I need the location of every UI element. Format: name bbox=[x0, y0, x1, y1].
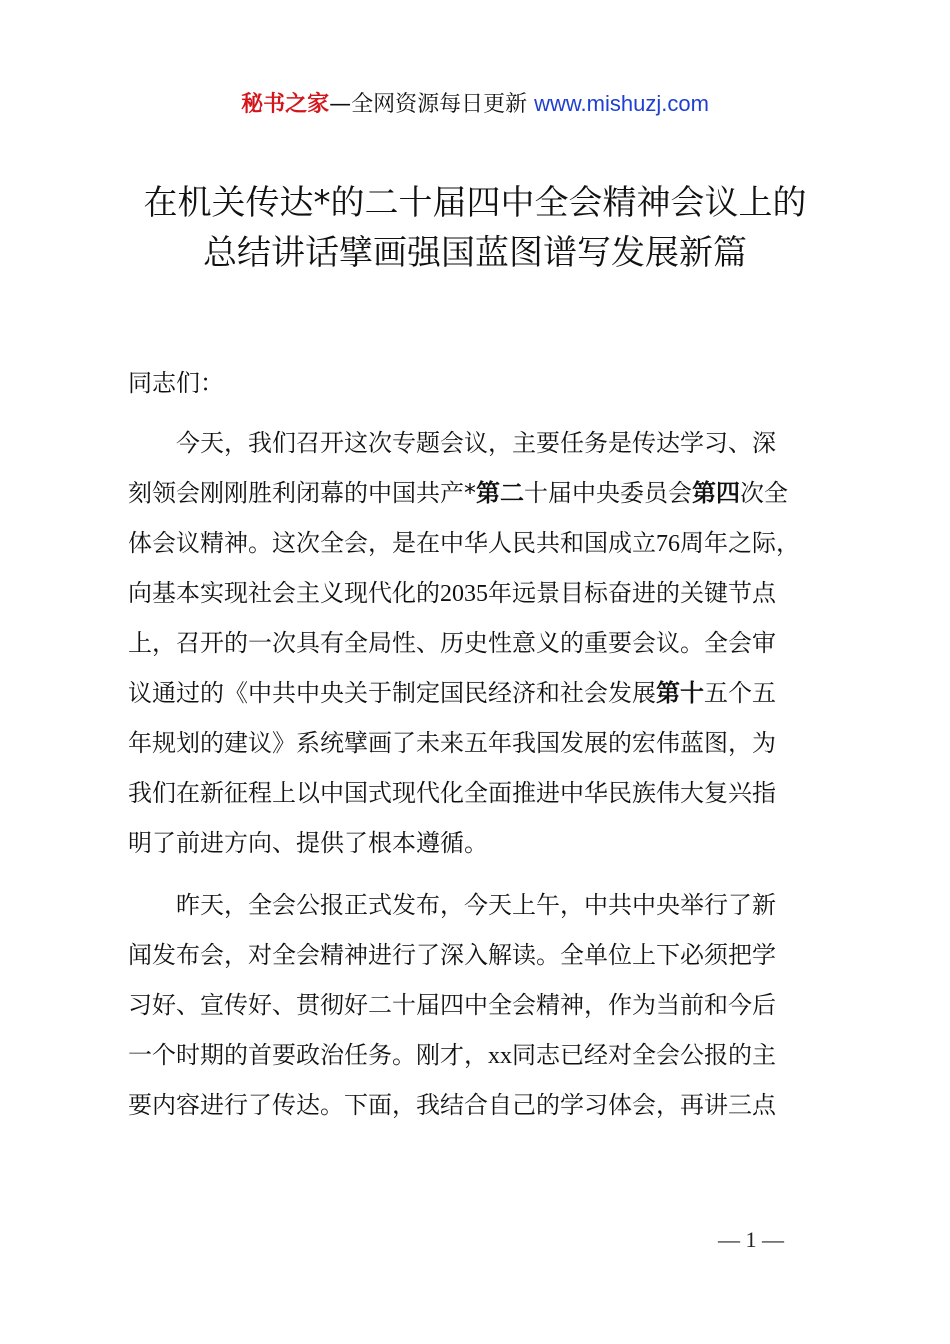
p1-line-8: 我们在新征程上以中国式现代化全面推进中华民族伟大复兴指 bbox=[128, 779, 776, 807]
p1-line-3 bbox=[128, 518, 848, 568]
title-line-1: 在机关传达*的二十届四中全会精神会议上的 bbox=[143, 183, 807, 223]
p2-line-4 bbox=[128, 1030, 848, 1080]
p1-line-1: 今天，我们召开这次专题会议，主要任务是传达学习、深 bbox=[176, 429, 776, 457]
paragraph-2 bbox=[128, 880, 848, 1130]
p1-line-4-text-b: 年远景目标奋进的关键节点 bbox=[488, 579, 776, 607]
p1-line-4-text-a: 向基本实现社会主义现代化的 bbox=[128, 579, 440, 607]
p1-line-4 bbox=[128, 568, 848, 618]
p2-line-4-text-b: 同志已经对全会公报的主 bbox=[512, 1041, 776, 1069]
paragraph-1 bbox=[128, 418, 848, 868]
p1-bold-tenth: 第十 bbox=[656, 679, 704, 707]
p2-line-5: 要内容进行了传达。下面，我结合自己的学习体会，再讲三点 bbox=[128, 1091, 776, 1119]
p2-line-2: 闻发布会，对全会精神进行了深入解读。全单位上下必须把学 bbox=[128, 941, 776, 969]
p1-line-6-text-a: 议通过的《中共中央关于制定国民经济和社会发展 bbox=[128, 679, 656, 707]
site-url-link[interactable]: www.mishuzj.com bbox=[534, 91, 709, 116]
brand-name: 秘书之家 bbox=[241, 92, 330, 117]
p1-number-2035: 2035 bbox=[440, 581, 488, 607]
title-line-2: 总结讲话擘画强国蓝图谱写发展新篇 bbox=[203, 233, 747, 273]
page-number: — 1 — bbox=[718, 1227, 784, 1252]
p1-line-2-text-a: 刻领会刚刚胜利闭幕的中国共产* bbox=[128, 479, 476, 507]
p1-line-3-text-a: 体会议精神。这次全会，是在中华人民共和国成立 bbox=[128, 529, 656, 557]
p1-line-6 bbox=[128, 668, 848, 718]
p1-line-3-text-b: 周年之际， bbox=[680, 529, 800, 557]
p1-line-9: 明了前进方向、提供了根本遵循。 bbox=[128, 829, 488, 857]
p2-line-1: 昨天，全会公报正式发布，今天上午，中共中央举行了新 bbox=[176, 891, 776, 919]
p2-line-3: 习好、宣传好、贯彻好二十届四中全会精神，作为当前和今后 bbox=[128, 991, 776, 1019]
document-title bbox=[0, 178, 950, 278]
p1-number-76: 76 bbox=[656, 531, 680, 557]
p1-line-2 bbox=[128, 468, 848, 518]
p2-placeholder-xx: xx bbox=[488, 1043, 512, 1069]
p1-line-7: 年规划的建议》系统擘画了未来五年我国发展的宏伟蓝图，为 bbox=[128, 729, 776, 757]
header-tagline: —全网资源每日更新 bbox=[329, 92, 535, 117]
p1-line-6-text-c: 五个五 bbox=[704, 679, 776, 707]
p1-line-5: 上，召开的一次具有全局性、历史性意义的重要会议。全会审 bbox=[128, 629, 776, 657]
site-header bbox=[0, 86, 950, 123]
p1-bold-fourth: 第四 bbox=[692, 479, 740, 507]
p1-bold-second: 第二 bbox=[476, 479, 524, 507]
p2-line-4-text-a: 一个时期的首要政治任务。刚才， bbox=[128, 1041, 488, 1069]
p1-line-2-text-e: 次全 bbox=[740, 479, 788, 507]
p1-line-2-text-c: 十届中央委员会 bbox=[524, 479, 692, 507]
salutation: 同志们： bbox=[128, 369, 224, 397]
